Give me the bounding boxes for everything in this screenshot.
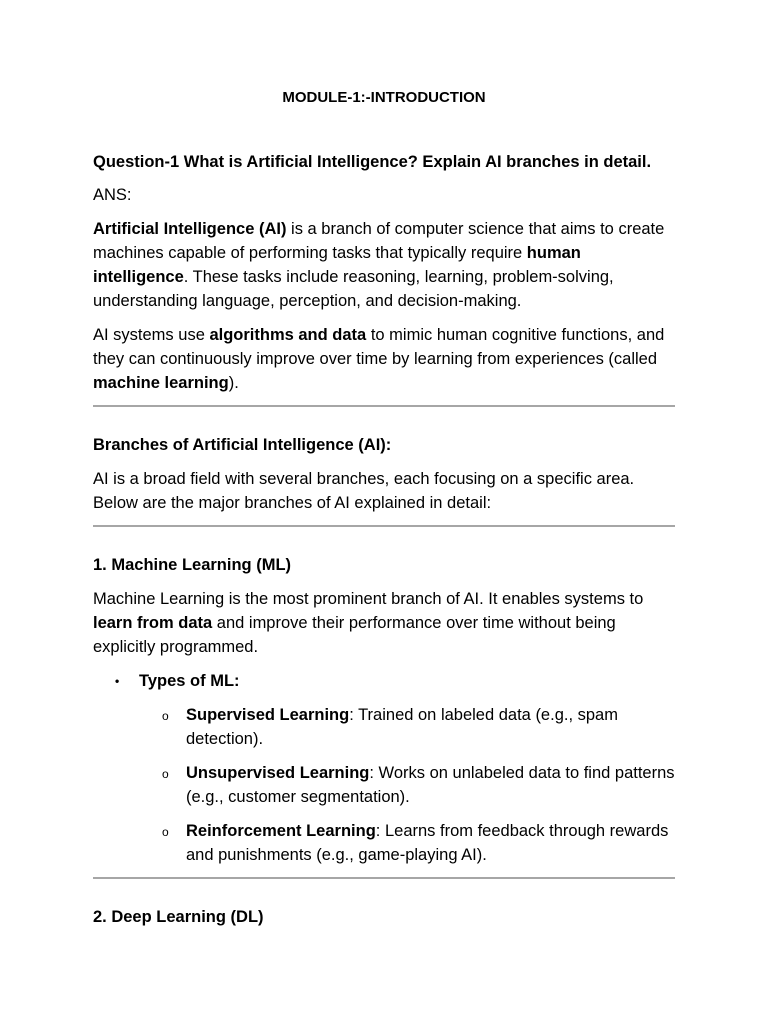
sub-list-item [93,761,675,809]
intro-paragraph-1 [93,217,675,313]
ml-type-description: : Trained on labeled data (e.g., spam detection). [186,706,618,748]
sub-list-item [93,819,675,867]
dl-heading: 2. Deep Learning (DL) [93,908,264,926]
sub-bullet-marker: o [162,825,169,839]
bold-term: learn from data [93,614,213,632]
intro-paragraph-2 [93,323,675,395]
text-run: is a branch of computer science that aims to create machines capable of performing tasks that typically require [93,220,665,262]
text-run: AI systems use [93,326,210,344]
bold-term: Artificial Intelligence (AI) [93,220,287,238]
ml-type-name: Supervised Learning [186,706,350,724]
ml-type-description: : Works on unlabeled data to find patterns (e.g., customer segmentation). [186,764,675,806]
horizontal-rule [93,877,675,879]
text-run: Machine Learning is the most prominent branch of AI. It enables systems to [93,590,644,608]
horizontal-rule [93,525,675,527]
branches-intro: AI is a broad field with several branches, each focusing on a specific area. Below are the major branches of AI explained in detail: [93,470,635,512]
bullet-marker: • [115,674,120,688]
bold-term: human intelligence [93,244,581,286]
types-label: Types of ML: [139,672,240,690]
ml-type-name: Reinforcement Learning [186,822,376,840]
ml-paragraph [93,587,675,659]
text-run: ). [228,374,239,392]
document-body [93,88,675,939]
text-run: . These tasks include reasoning, learning, problem-solving, understanding language, perception, and decision-making. [93,268,614,310]
ml-type-name: Unsupervised Learning [186,764,370,782]
bold-term: machine learning [93,374,229,392]
ml-type-description: : Learns from feedback through rewards and punishments (e.g., game-playing AI). [186,822,669,864]
text-run: to mimic human cognitive functions, and they can continuously improve over time by learning from experiences (called [93,326,665,368]
sub-list-item [93,703,675,751]
list-item-types-of-ml [93,669,675,693]
bold-term: algorithms and data [209,326,367,344]
horizontal-rule [93,405,675,407]
page-title: MODULE-1:-INTRODUCTION [282,89,486,106]
branches-heading: Branches of Artificial Intelligence (AI): [93,436,392,454]
text-run: and improve their performance over time without being explicitly programmed. [93,614,616,656]
sub-bullet-marker: o [162,709,169,723]
sub-bullet-marker: o [162,767,169,781]
ml-heading: 1. Machine Learning (ML) [93,556,292,574]
answer-label: ANS: [93,186,132,204]
question-heading: Question-1 What is Artificial Intelligence? Explain AI branches in detail. [93,153,652,171]
